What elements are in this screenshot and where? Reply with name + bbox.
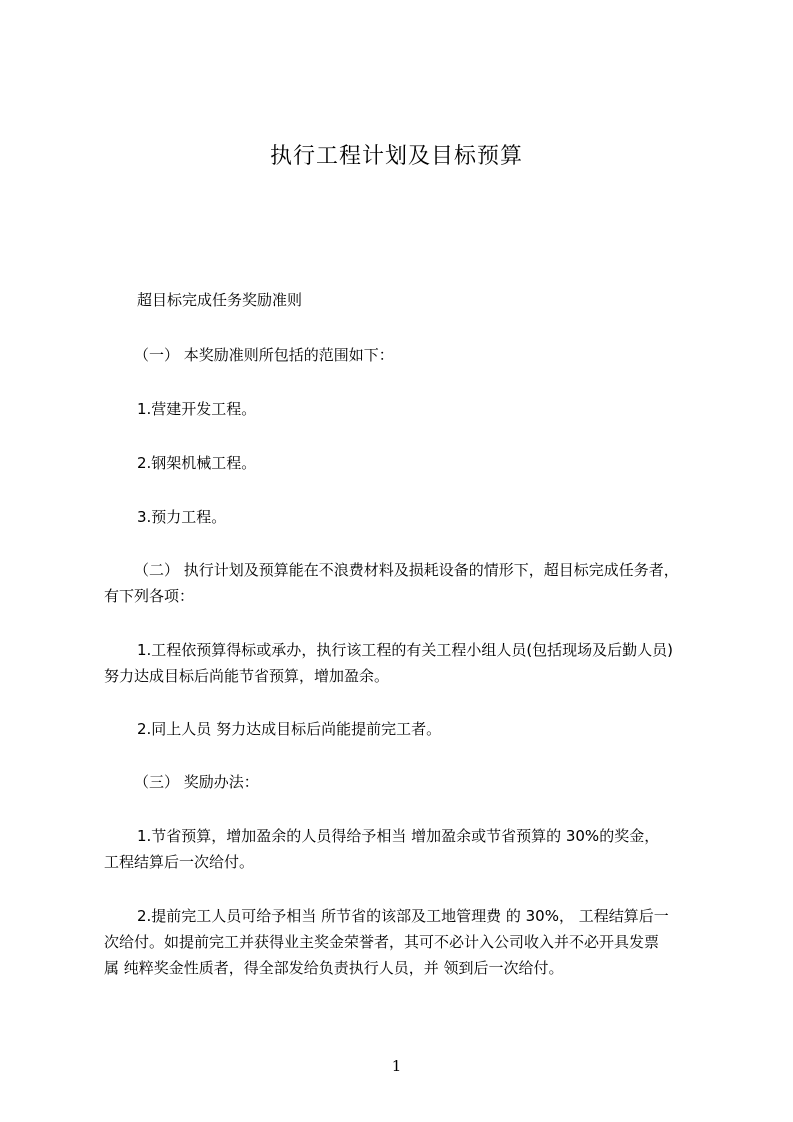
list-item: 1.工程依预算得标或承办，执行该工程的有关工程小组人员(包括现场及后勤人员) (137, 641, 674, 659)
list-item: 2.钢架机械工程。 (137, 454, 257, 472)
paragraph-continuation: 属 纯粹奖金性质者，得全部发给负责执行人员，并 领到后一次给付。 (104, 959, 564, 977)
paragraph-continuation: 有下列各项： (104, 587, 195, 605)
list-item: 3.预力工程。 (137, 508, 227, 526)
section-heading: 超目标完成任务奖励准则 (137, 291, 303, 309)
clause-one-heading: （一） 本奖励准则所包括的范围如下： (134, 346, 394, 364)
list-item: 1.节省预算，增加盈余的人员得给予相当 增加盈余或节省预算的 30%的奖金， (137, 827, 660, 845)
document-title: 执行工程计划及目标预算 (269, 144, 523, 169)
page-number: 1 (391, 1057, 402, 1075)
paragraph-continuation: 次给付。如提前完工并获得业主奖金荣誉者，其可不必计入公司收入并不必开具发票 (104, 933, 660, 951)
list-item: 1.营建开发工程。 (137, 400, 257, 418)
paragraph-continuation: 努力达成目标后尚能节省预算，增加盈余。 (104, 667, 390, 685)
clause-two-heading: （二） 执行计划及预算能在不浪费材料及损耗设备的情形下，超目标完成任务者， (134, 561, 679, 579)
list-item: 2.提前完工人员可给予相当 所节省的该部及工地管理费 的 30%， 工程结算后一 (137, 907, 669, 925)
list-item: 2.同上人员 努力达成目标后尚能提前完工者。 (137, 720, 442, 738)
paragraph-continuation: 工程结算后一次给付。 (104, 853, 255, 871)
clause-three-heading: （三） 奖励办法： (134, 773, 259, 791)
